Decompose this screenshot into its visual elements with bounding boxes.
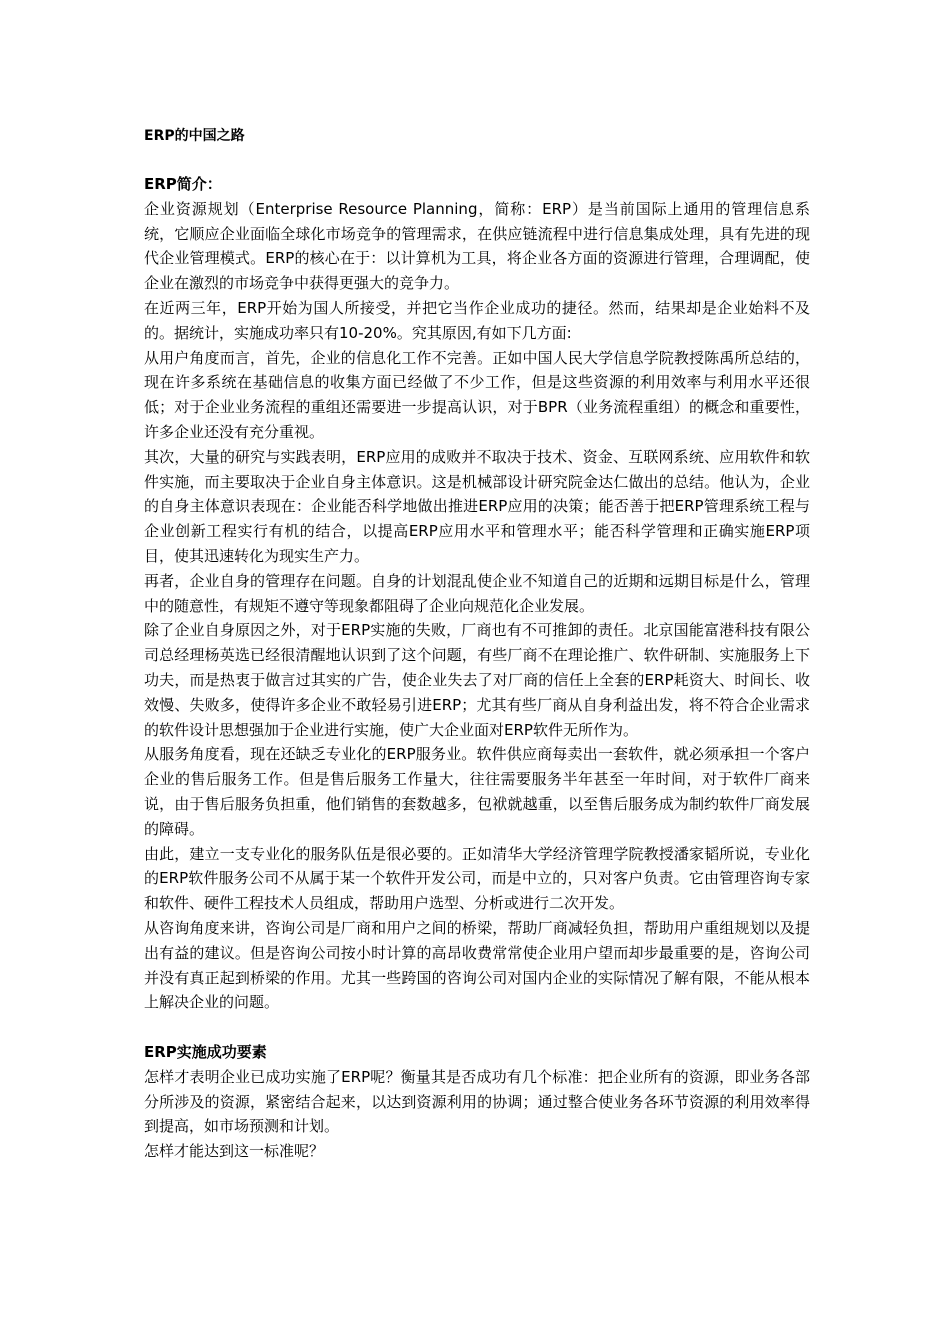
- document-body: [144, 124, 810, 1164]
- document-title: ERP的中国之路: [144, 128, 245, 144]
- blank-line: [144, 1015, 810, 1040]
- section-heading-success-factors: ERP实施成功要素: [144, 1043, 267, 1062]
- paragraph: 怎样才表明企业已成功实施了ERP呢？衡量其是否成功有几个标准：把企业所有的资源，即业务各部分所涉及的资源，紧密结合起来，以达到资源利用的协调；通过整合使业务各环节资源的利用效率得到提高，如市场预测和计划。: [144, 1067, 810, 1136]
- paragraph: 企业资源规划（Enterprise Resource Planning，简称：ERP）是当前国际上通用的管理信息系统，它顺应企业面临全球化市场竞争的管理需求，在供应链流程中进行信息集成处理，具有先进的现代企业管理模式。ERP的核心在于：以计算机为工具，将企业各方面的资源进行管理，合理调配，使企业在激烈的市场竞争中获得更强大的竞争力。: [144, 199, 810, 293]
- paragraph: 怎样才能达到这一标准呢？: [144, 1142, 325, 1161]
- paragraph: 从用户角度而言，首先，企业的信息化工作不完善。正如中国人民大学信息学院教授陈禹所总结的，现在许多系统在基础信息的收集方面已经做了不少工作，但是这些资源的利用效率与利用水平还很低；对于企业业务流程的重组还需要进一步提高认识，对于BPR（业务流程重组）的概念和重要性，许多企业还没有充分重视。: [144, 348, 810, 441]
- paragraph: 从咨询角度来讲，咨询公司是厂商和用户之间的桥梁，帮助厂商减轻负担，帮助用户重组规划以及提出有益的建议。但是咨询公司按小时计算的高昂收费常常使企业用户望而却步最重要的是，咨询公司并没有真正起到桥梁的作用。尤其一些跨国的咨询公司对国内企业的实际情况了解有限，不能从根本上解决企业的问题。: [144, 918, 810, 1012]
- paragraph: 从服务角度看，现在还缺乏专业化的ERP服务业。软件供应商每卖出一套软件，就必须承担一个客户企业的售后服务工作。但是售后服务工作量大，往往需要服务半年甚至一年时间，对于软件厂商来说，由于售后服务负担重，他们销售的套数越多，包袱就越重，以至售后服务成为制约软件厂商发展的障碍。: [144, 745, 810, 838]
- paragraph: 由此，建立一支专业化的服务队伍是很必要的。正如清华大学经济管理学院教授潘家韬所说，专业化的ERP软件服务公司不从属于某一个软件开发公司，而是中立的，只对客户负责。它由管理咨询专家和软件、硬件工程技术人员组成，帮助用户选型、分析或进行二次开发。: [144, 844, 810, 913]
- paragraph: 在近两三年，ERP开始为国人所接受，并把它当作企业成功的捷径。然而，结果却是企业始料不及的。据统计，实施成功率只有10-20%。究其原因,有如下几方面:: [144, 298, 810, 342]
- paragraph: 其次，大量的研究与实践表明，ERP应用的成败并不取决于技术、资金、互联网系统、应用软件和软件实施，而主要取决于企业自身主体意识。这是机械部设计研究院金达仁做出的总结。他认为，企业的自身主体意识表现在：企业能否科学地做出推进ERP应用的决策；能否善于把ERP管理系统工程与企业创新工程实行有机的结合，以提高ERP应用水平和管理水平；能否科学管理和正确实施ERP项目，使其迅速转化为现实生产力。: [144, 447, 810, 565]
- section-heading-intro: ERP简介：: [144, 175, 222, 193]
- blank-line: [144, 148, 810, 172]
- paragraph: 除了企业自身原因之外，对于ERP实施的失败，厂商也有不可推卸的责任。北京国能富港科技有限公司总经理杨英选已经很清醒地认识到了这个问题，有些厂商不在理论推广、软件研制、实施服务上下功夫，而是热衷于做言过其实的广告，使企业失去了对厂商的信任上全套的ERP耗资大、时间长、收效慢、失败多，使得许多企业不敢轻易引进ERP；尤其有些厂商从自身利益出发，将不符合企业需求的软件设计思想强加于企业进行实施，使广大企业面对ERP软件无所作为。: [144, 621, 810, 739]
- paragraph: 再者，企业自身的管理存在问题。自身的计划混乱使企业不知道自己的近期和远期目标是什么，管理中的随意性，有规矩不遵守等现象都阻碍了企业向规范化企业发展。: [144, 571, 810, 615]
